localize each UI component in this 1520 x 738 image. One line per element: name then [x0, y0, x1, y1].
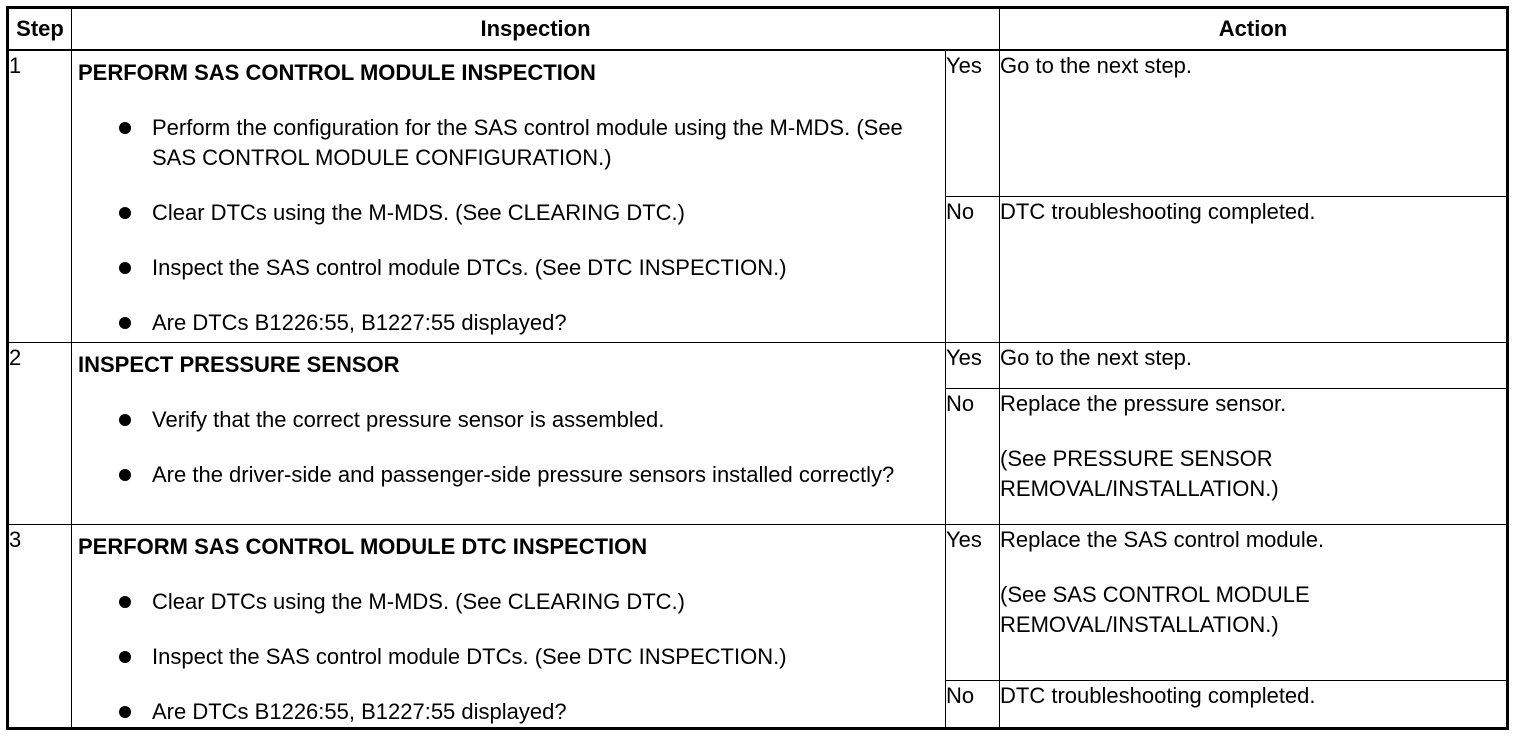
inspection-item: Are the driver-side and passenger-side pressure sensors installed correctly?: [72, 460, 945, 490]
action-text: DTC troubleshooting completed.: [1000, 682, 1316, 708]
step-title: INSPECT PRESSURE SENSOR: [78, 351, 400, 377]
header-inspection: Inspection: [72, 8, 1000, 51]
inspection-item: Inspect the SAS control module DTCs. (See DTC INSPECTION.): [72, 253, 945, 283]
no-label: No: [946, 196, 1000, 342]
header-step: Step: [8, 8, 72, 51]
step-2-inspection: [72, 342, 946, 524]
inspection-list: [72, 405, 945, 490]
inspection-item: Inspect the SAS control module DTCs. (See DTC INSPECTION.): [72, 642, 945, 672]
inspection-item: Are DTCs B1226:55, B1227:55 displayed?: [72, 308, 945, 338]
no-label: No: [946, 680, 1000, 728]
inspection-item: Verify that the correct pressure sensor is assembled.: [72, 405, 945, 435]
step-number: 2: [8, 342, 72, 524]
action-reference: (See SAS CONTROL MODULE REMOVAL/INSTALLATION.): [1000, 581, 1310, 637]
no-action: [1000, 680, 1508, 728]
inspection-list: [72, 113, 945, 338]
step-3-inspection: [72, 524, 946, 728]
step-number: 3: [8, 524, 72, 728]
action-text: Go to the next step.: [1000, 53, 1193, 79]
troubleshooting-table: [6, 6, 1509, 730]
inspection-list: [72, 587, 945, 727]
action-text: DTC troubleshooting completed.: [1000, 198, 1316, 224]
action-reference: (See PRESSURE SENSOR REMOVAL/INSTALLATION.): [1000, 445, 1279, 501]
yes-label: Yes: [946, 524, 1000, 680]
step-2-yes-row: [8, 342, 1508, 388]
inspection-item: Are DTCs B1226:55, B1227:55 displayed?: [72, 697, 945, 727]
action-text: Go to the next step.: [1000, 344, 1193, 370]
step-1-inspection: [72, 50, 946, 342]
yes-action: [1000, 524, 1508, 680]
step-3-yes-row: [8, 524, 1508, 680]
inspection-item: Perform the configuration for the SAS control module using the M-MDS. (See SAS CONTROL MODULE CONFIGURATION.): [72, 113, 945, 173]
no-action: [1000, 196, 1508, 342]
step-number: 1: [8, 50, 72, 342]
step-title: PERFORM SAS CONTROL MODULE DTC INSPECTION: [78, 533, 648, 559]
yes-label: Yes: [946, 342, 1000, 388]
yes-action: [1000, 50, 1508, 196]
step-1-yes-row: [8, 50, 1508, 196]
inspection-item: Clear DTCs using the M-MDS. (See CLEARING DTC.): [72, 198, 945, 228]
table-header-row: [8, 8, 1508, 51]
step-title: PERFORM SAS CONTROL MODULE INSPECTION: [78, 60, 596, 86]
action-text: Replace the SAS control module.: [1000, 526, 1325, 552]
troubleshooting-sheet: [6, 6, 1506, 730]
header-action: Action: [1000, 8, 1508, 51]
no-action: [1000, 388, 1508, 524]
yes-action: [1000, 342, 1508, 388]
yes-label: Yes: [946, 50, 1000, 196]
no-label: No: [946, 388, 1000, 524]
action-text: Replace the pressure sensor.: [1000, 390, 1287, 416]
inspection-item: Clear DTCs using the M-MDS. (See CLEARING DTC.): [72, 587, 945, 617]
